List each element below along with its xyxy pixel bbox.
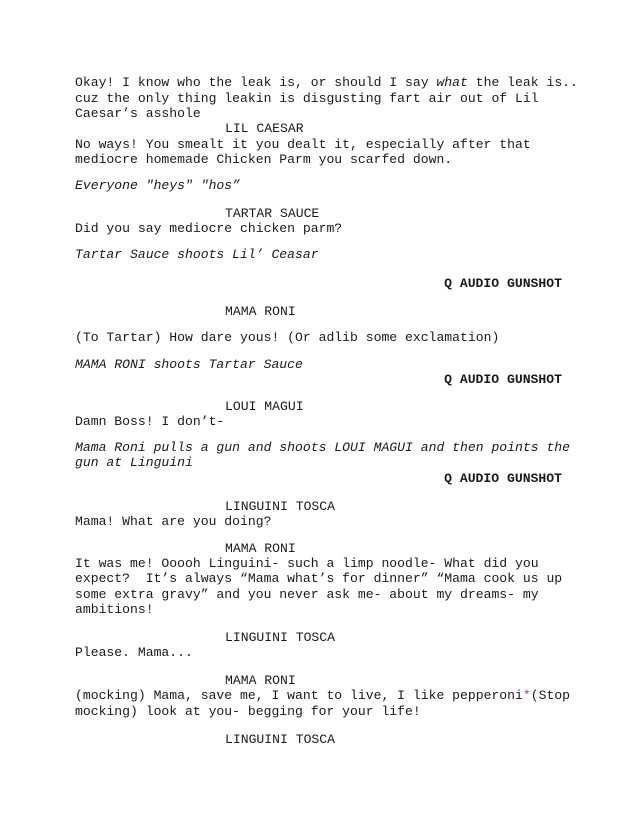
- audio-cue: Q AUDIO GUNSHOT: [444, 276, 562, 291]
- dialogue-line: Caesar’s asshole: [75, 106, 201, 121]
- character-name: LINGUINI TOSCA: [225, 630, 336, 645]
- emphasis-text: what: [436, 75, 468, 90]
- character-name: MAMA RONI: [225, 673, 296, 688]
- dialogue-line: mediocre homemade Chicken Parm you scarfed down.: [75, 152, 453, 167]
- character-name: LINGUINI TOSCA: [225, 732, 336, 747]
- dialogue-text: (Stop: [530, 688, 571, 703]
- character-name: TARTAR SAUCE: [225, 206, 320, 221]
- action-line: Mama Roni pulls a gun and shoots LOUI MAGUI and then points the: [75, 440, 571, 455]
- dialogue-text: the leak is..: [467, 75, 578, 90]
- dialogue-line: expect? It’s always “Mama what’s for dinner” “Mama cook us up: [75, 571, 563, 586]
- dialogue-line: Damn Boss! I don’t-: [75, 414, 225, 429]
- character-name: MAMA RONI: [225, 304, 296, 319]
- dialogue-line: ambitions!: [75, 602, 154, 617]
- dialogue-line: cuz the only thing leakin is disgusting fart air out of Lil: [75, 91, 539, 106]
- dialogue-line: No ways! You smealt it you dealt it, especially after that: [75, 137, 531, 152]
- dialogue-line: Mama! What are you doing?: [75, 514, 272, 529]
- audio-cue: Q AUDIO GUNSHOT: [444, 471, 562, 486]
- dialogue-text: (mocking) Mama, save me, I want to live, I like pepperoni: [75, 688, 523, 703]
- asterisk-mark: *: [522, 688, 531, 703]
- dialogue-line: (To Tartar) How dare yous! (Or adlib some exclamation): [75, 330, 500, 345]
- dialogue-line: Please. Mama...: [75, 645, 193, 660]
- character-name: LINGUINI TOSCA: [225, 499, 336, 514]
- dialogue-line: some extra gravy” and you never ask me- about my dreams- my: [75, 587, 539, 602]
- action-line: gun at Linguini: [75, 455, 193, 470]
- dialogue-line: mocking) look at you- begging for your life!: [75, 704, 421, 719]
- dialogue-line: [75, 688, 570, 703]
- action-line: MAMA RONI shoots Tartar Sauce: [75, 357, 303, 372]
- character-name: MAMA RONI: [225, 541, 296, 556]
- dialogue-line: It was me! Ooooh Linguini- such a limp noodle- What did you: [75, 556, 539, 571]
- audio-cue: Q AUDIO GUNSHOT: [444, 372, 562, 387]
- action-line: Everyone "heys" "hos”: [75, 178, 241, 193]
- character-name: LIL CAESAR: [225, 121, 304, 136]
- dialogue-line: Did you say mediocre chicken parm?: [75, 221, 343, 236]
- action-line: Tartar Sauce shoots Lil’ Ceasar: [75, 247, 319, 262]
- character-name: LOUI MAGUI: [225, 399, 304, 414]
- dialogue-text: Okay! I know who the leak is, or should I say: [75, 75, 437, 90]
- dialogue-line: [75, 75, 578, 90]
